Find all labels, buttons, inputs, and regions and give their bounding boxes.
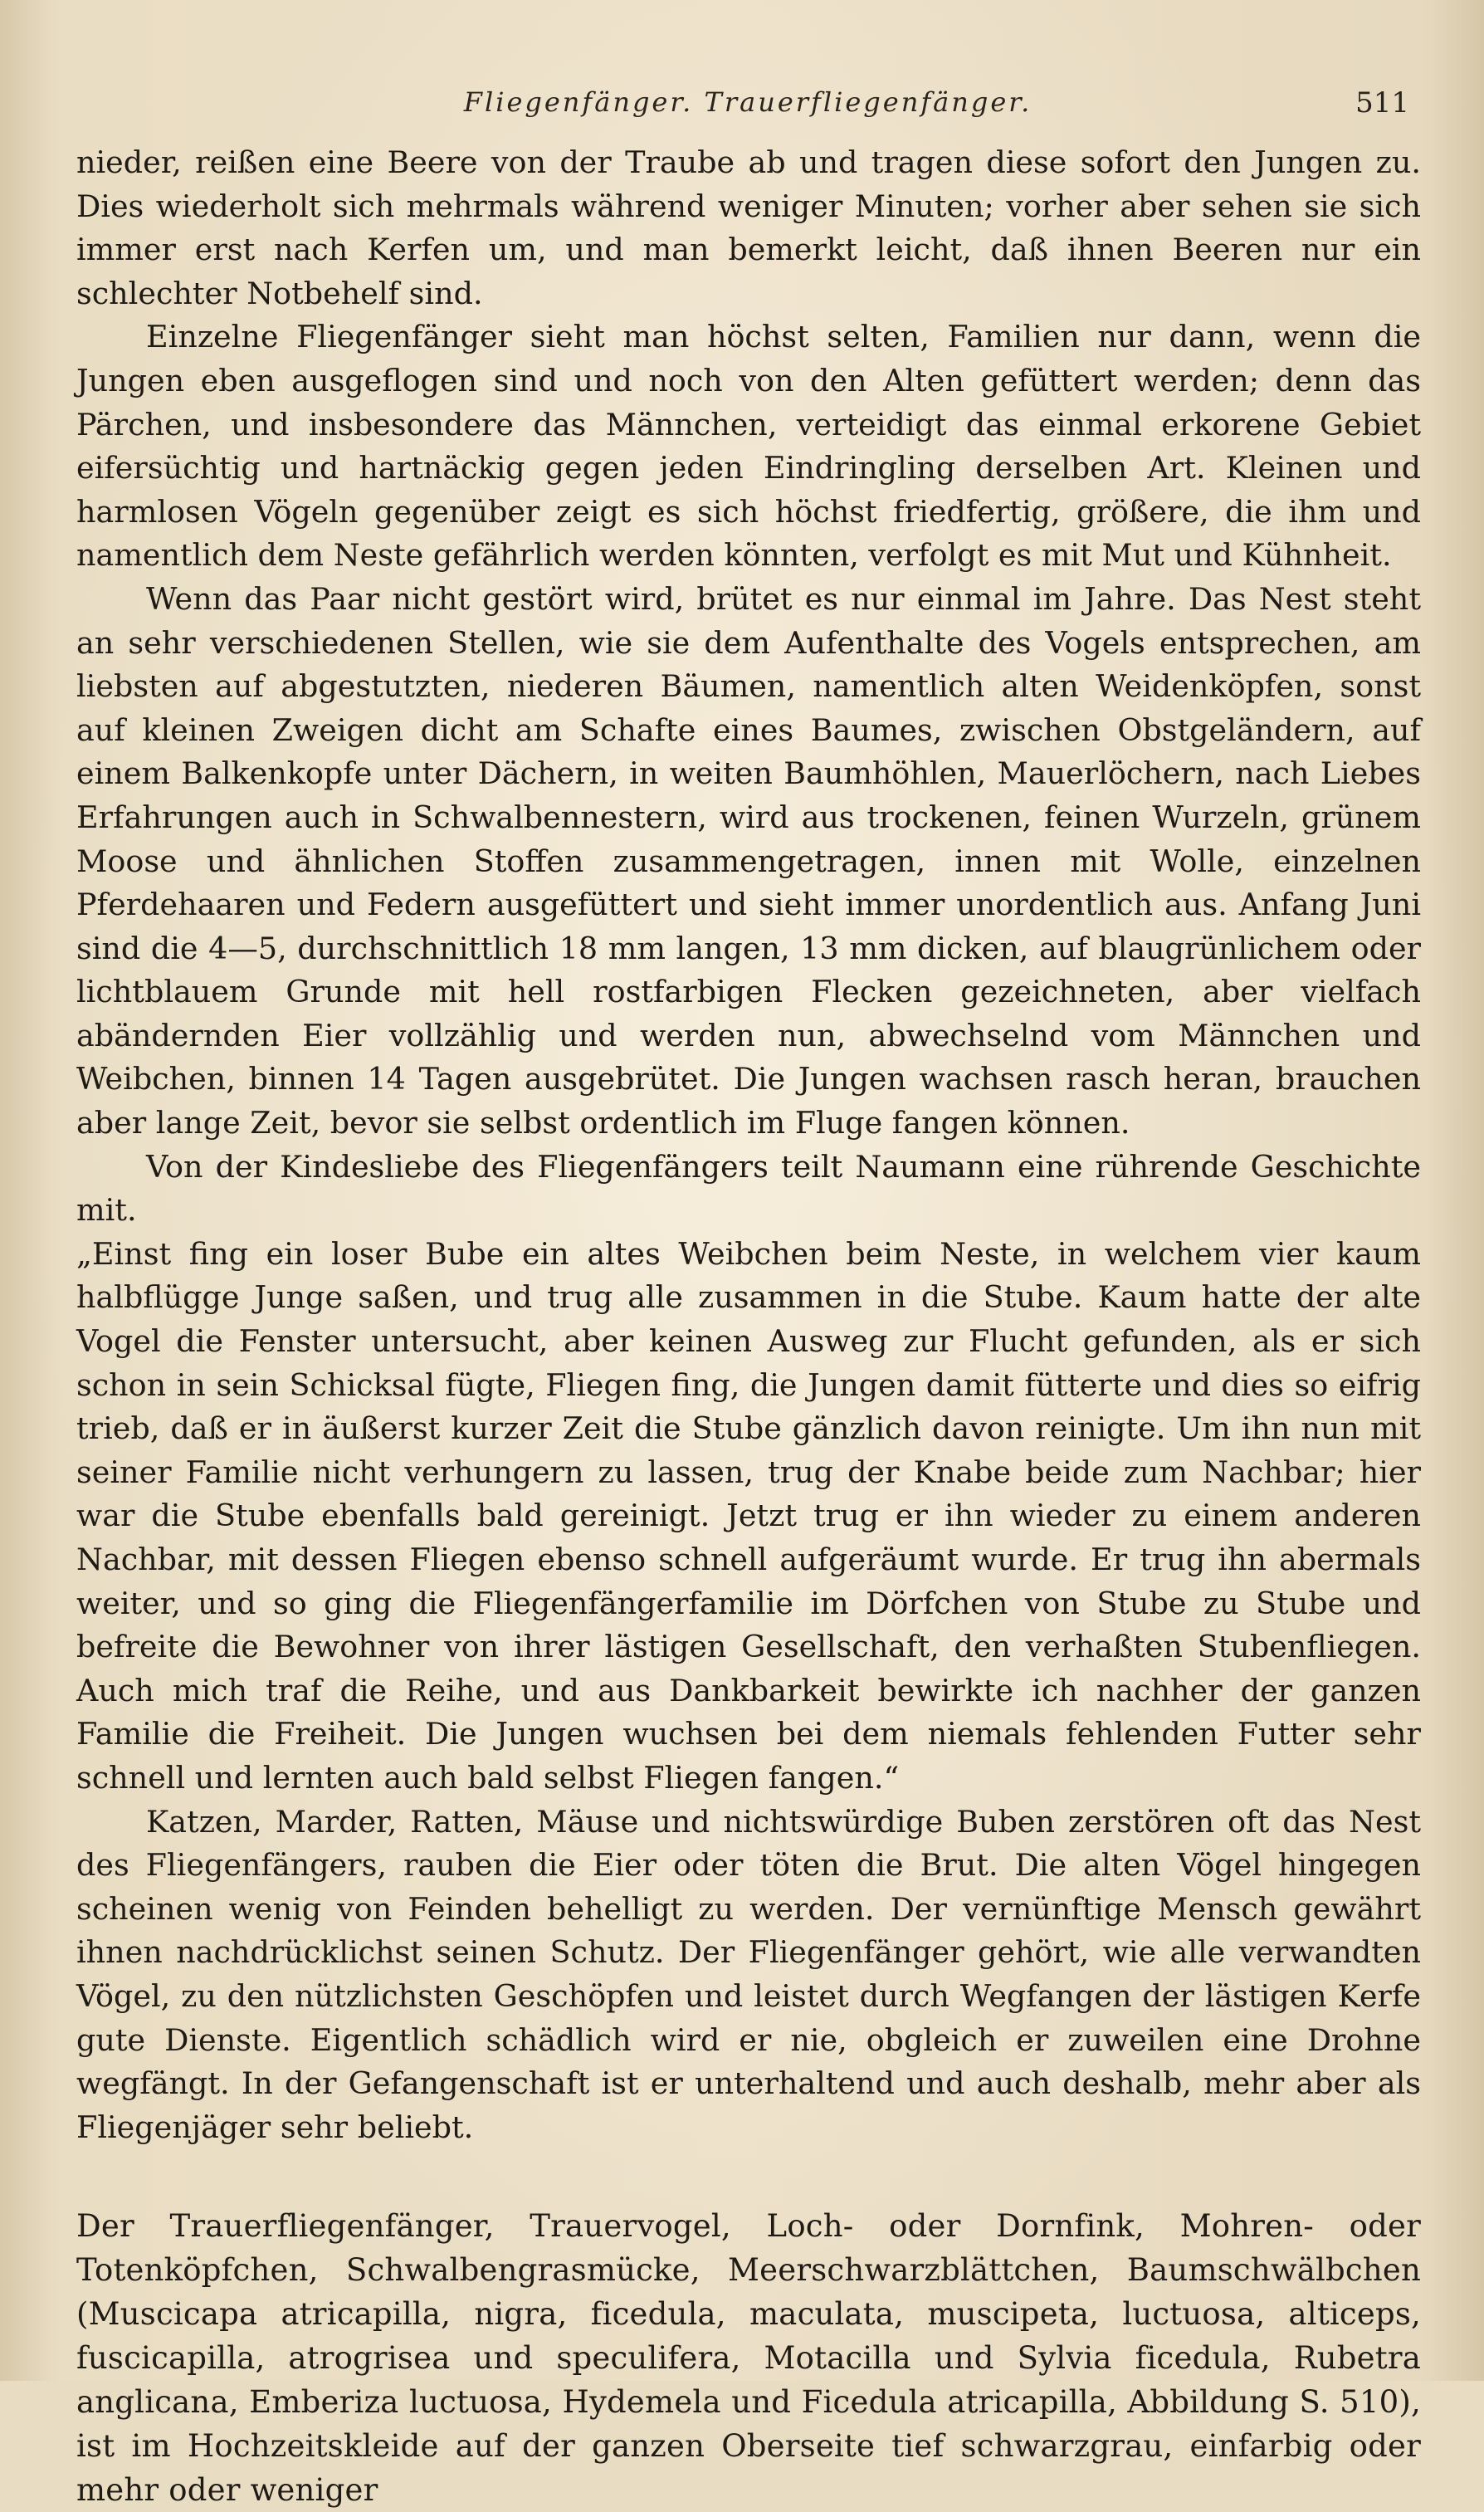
- paragraph-naumann-intro: Von der Kindesliebe des Fliegenfängers teilt Naumann eine rührende Geschichte mit.: [76, 1148, 1421, 1229]
- paragraph-quotation: „Einst fing ein loser Bube ein altes Weibchen beim Neste, in welchem vier kaum halbflügge Junge saßen, und trug alle zusammen in die Stube. Kaum hatte der alte Vogel die Fenster untersucht, aber keinen Ausweg zur Flucht gefunden, als er sich schon in sein Schicksal fügte, Fliegen fing, die Jungen damit fütterte und dies so eifrig trieb, daß er in äußerst kurzer Zeit die Stube gänzlich davon reinigte. Um ihn nun mit seiner Familie nicht verhungern zu lassen, trug der Knabe beide zum Nachbar; hier war die Stube ebenfalls bald gereinigt. Jetzt trug er ihn wieder zu einem anderen Nachbar, mit dessen Fliegen ebenso schnell aufgeräumt wurde. Er trug ihn abermals weiter, und so ging die Fliegenfängerfamilie im Dörfchen von Stube zu Stube und befreite die Bewohner von ihrer lästigen Gesellschaft, den verhaßten Stubenfliegen. Auch mich traf die Reihe, und aus Dankbarkeit bewirkte ich nachher der ganzen Familie die Freiheit. Die Jungen wuchsen bei dem niemals fehlenden Futter sehr schnell und lernten auch bald selbst Fliegen fangen.“: [76, 1235, 1421, 1796]
- paragraph-continuation: nieder, reißen eine Beere von der Traube ab und tragen diese sofort den Jungen zu. Dies wiederholt sich mehrmals während weniger Minuten; vorher aber sehen sie sich immer erst nach Kerfen um, und man bemerkt leicht, daß ihnen Beeren nur ein schlechter Notbehelf sind.: [76, 144, 1421, 311]
- section-separator: [76, 2149, 1421, 2204]
- paragraph-trauerfliegenfaenger: Der Trauerfliegenfänger, Trauervogel, Loch- oder Dornfink, Mohren- oder Totenköpfchen, Schwalbengrasmücke, Meerschwarzblättchen, Baumschwälbchen (Muscicapa atricapilla, nigra, ficedula, maculata, muscipeta, luctuosa, alticeps, fuscicapilla, atrogrisea und speculifera, Motacilla und Sylvia ficedula, Rubetra anglicana, Emberiza luctuosa, Hydemela und Ficedula atricapilla, Abbildung S. 510), ist im Hochzeitskleide auf der ganzen Oberseite tief schwarzgrau, einfarbig oder mehr oder weniger: [76, 2208, 1421, 2509]
- running-head: Fliegenfänger. Trauerfliegenfänger.: [463, 86, 1032, 118]
- page-header: [80, 86, 1416, 125]
- page-number: 511: [1355, 86, 1409, 120]
- paragraph-territory: Einzelne Fliegenfänger sieht man höchst selten, Familien nur dann, wenn die Jungen eben ausgeflogen sind und noch von den Alten gefüttert werden; denn das Pärchen, und insbesondere das Männchen, verteidigt das einmal erkorene Gebiet eifersüchtig und hartnäckig gegen jeden Eindringling derselben Art. Kleinen und harmlosen Vögeln gegenüber zeigt es sich höchst friedfertig, größere, die ihm und namentlich dem Neste gefährlich werden könnten, verfolgt es mit Mut und Kühnheit.: [76, 319, 1421, 574]
- paragraph-enemies: Katzen, Marder, Ratten, Mäuse und nichtswürdige Buben zerstören oft das Nest des Fliegenfängers, rauben die Eier oder töten die Brut. Die alten Vögel hingegen scheinen wenig von Feinden behelligt zu werden. Der vernünftige Mensch gewährt ihnen nachdrücklichst seinen Schutz. Der Fliegenfänger gehört, wie alle verwandten Vögel, zu den nützlichsten Geschöpfen und leistet durch Wegfangen der lästigen Kerfe gute Dienste. Eigentlich schädlich wird er nie, obgleich er zuweilen eine Drohne wegfängt. In der Gefangenschaft ist er unterhaltend und auch deshalb, mehr aber als Fliegenjäger sehr beliebt.: [76, 1803, 1421, 2145]
- paragraph-nesting: Wenn das Paar nicht gestört wird, brütet es nur einmal im Jahre. Das Nest steht an sehr verschiedenen Stellen, wie sie dem Aufenthalte des Vogels entsprechen, am liebsten auf abgestutzten, niederen Bäumen, namentlich alten Weidenköpfen, sonst auf kleinen Zweigen dicht am Schafte eines Baumes, zwischen Obstgeländern, auf einem Balkenkopfe unter Dächern, in weiten Baumhöhlen, Mauerlöchern, nach Liebes Erfahrungen auch in Schwalbennestern, wird aus trockenen, feinen Wurzeln, grünem Moose und ähnlichen Stoffen zusammengetragen, innen mit Wolle, einzelnen Pferdehaaren und Federn ausgefüttert und sieht immer unordentlich aus. Anfang Juni sind die 4—5, durchschnittlich 18 mm langen, 13 mm dicken, auf blaugrünlichem oder lichtblauem Grunde mit hell rostfarbigen Flecken gezeichneten, aber vielfach abändernden Eier vollzählig und werden nun, abwechselnd vom Männchen und Weibchen, binnen 14 Tagen ausgebrütet. Die Jungen wachsen rasch heran, brauchen aber lange Zeit, bevor sie selbst ordentlich im Fluge fangen können.: [76, 580, 1421, 1141]
- body-text: [76, 141, 1421, 2512]
